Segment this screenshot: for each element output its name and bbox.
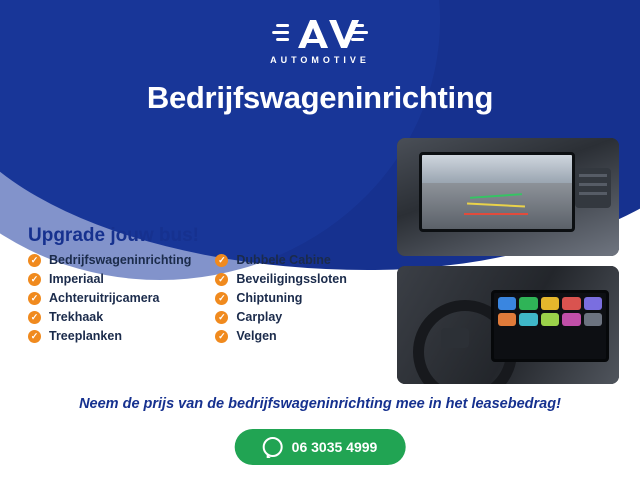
steering-wheel-hub bbox=[441, 328, 469, 348]
check-icon: ✓ bbox=[28, 292, 41, 305]
whatsapp-call-button[interactable] bbox=[235, 429, 406, 465]
av-monogram-icon bbox=[272, 18, 368, 54]
check-icon: ✓ bbox=[215, 254, 228, 267]
guide-line-red bbox=[464, 213, 528, 215]
check-icon: ✓ bbox=[28, 311, 41, 324]
app-icon bbox=[519, 313, 537, 326]
app-icon bbox=[519, 297, 537, 310]
feature-list-right bbox=[215, 253, 346, 348]
list-item-label: Beveiligingssloten bbox=[236, 272, 347, 286]
check-icon: ✓ bbox=[28, 273, 41, 286]
list-item-label: Velgen bbox=[236, 329, 277, 343]
check-icon: ✓ bbox=[215, 330, 228, 343]
list-item-label: Treeplanken bbox=[49, 329, 122, 343]
camera-view-sky bbox=[422, 155, 572, 183]
check-icon: ✓ bbox=[215, 273, 228, 286]
app-icon bbox=[498, 313, 516, 326]
list-item-label: Carplay bbox=[236, 310, 283, 324]
app-icon bbox=[584, 297, 602, 310]
list-item-label: Imperiaal bbox=[49, 272, 104, 286]
list-item bbox=[215, 253, 346, 267]
reverse-camera-screen-photo bbox=[397, 138, 619, 256]
brand-logo-text: AUTOMOTIVE bbox=[270, 55, 370, 65]
check-icon: ✓ bbox=[28, 330, 41, 343]
app-icon bbox=[562, 297, 580, 310]
list-item-label: Chiptuning bbox=[236, 291, 303, 305]
list-item bbox=[28, 310, 191, 324]
list-item bbox=[215, 272, 346, 286]
brand-logo bbox=[270, 18, 370, 65]
air-vent bbox=[575, 168, 611, 208]
list-item bbox=[215, 291, 346, 305]
list-item-label: Trekhaak bbox=[49, 310, 104, 324]
check-icon: ✓ bbox=[215, 311, 228, 324]
list-item-label: Dubbele Cabine bbox=[236, 253, 331, 267]
feature-list-left bbox=[28, 253, 191, 348]
whatsapp-icon bbox=[263, 437, 283, 457]
tagline: Neem de prijs van de bedrijfswageninrichting mee in het leasebedrag! bbox=[79, 396, 561, 412]
list-item bbox=[215, 310, 346, 324]
list-item bbox=[28, 253, 191, 267]
app-icon bbox=[584, 313, 602, 326]
carplay-dashboard-photo bbox=[397, 266, 619, 384]
whatsapp-call-label: 06 3035 4999 bbox=[291, 439, 378, 455]
check-icon: ✓ bbox=[28, 254, 41, 267]
app-icon bbox=[541, 297, 559, 310]
app-icon bbox=[498, 297, 516, 310]
section-subtitle: Upgrade jouw bus! bbox=[28, 225, 199, 246]
list-item-label: Achteruitrijcamera bbox=[49, 291, 160, 305]
feature-lists bbox=[28, 253, 388, 348]
check-icon: ✓ bbox=[215, 292, 228, 305]
list-item bbox=[215, 329, 346, 343]
app-icon bbox=[541, 313, 559, 326]
infotainment-screen bbox=[419, 152, 575, 232]
list-item bbox=[28, 291, 191, 305]
app-icon bbox=[562, 313, 580, 326]
header bbox=[0, 0, 640, 150]
list-item bbox=[28, 329, 191, 343]
page-title: Bedrijfswageninrichting bbox=[146, 80, 494, 115]
list-item-label: Bedrijfswageninrichting bbox=[49, 253, 192, 267]
carplay-screen bbox=[491, 290, 609, 362]
list-item bbox=[28, 272, 191, 286]
